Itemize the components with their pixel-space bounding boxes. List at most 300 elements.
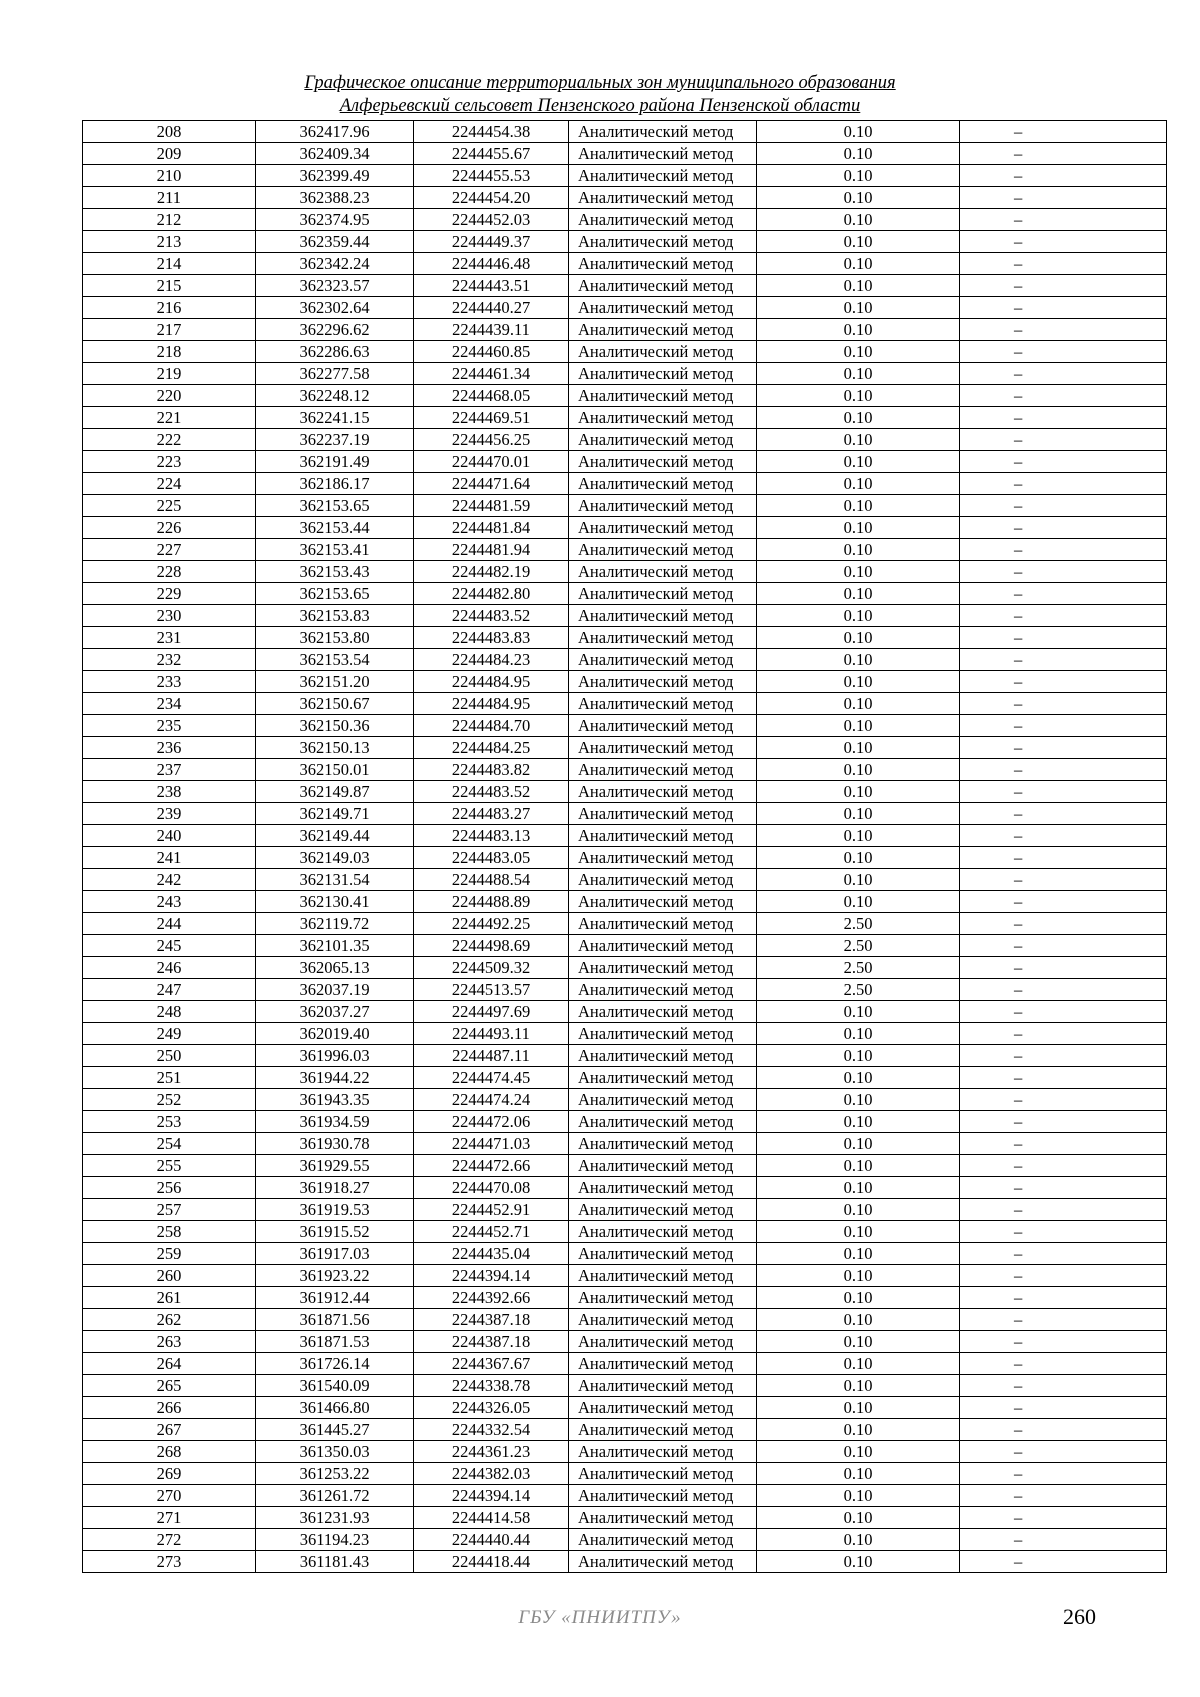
method-cell: Аналитический метод	[569, 759, 757, 781]
y-coordinate-cell: 2244382.03	[414, 1463, 569, 1485]
accuracy-cell: 0.10	[757, 473, 960, 495]
x-coordinate-cell: 361466.80	[256, 1397, 414, 1419]
accuracy-cell: 0.10	[757, 1265, 960, 1287]
point-number-cell: 228	[83, 561, 256, 583]
accuracy-cell: 0.10	[757, 1529, 960, 1551]
x-coordinate-cell: 362241.15	[256, 407, 414, 429]
y-coordinate-cell: 2244446.48	[414, 253, 569, 275]
accuracy-cell: 0.10	[757, 275, 960, 297]
accuracy-cell: 0.10	[757, 1221, 960, 1243]
description-cell: –	[960, 165, 1167, 187]
point-number-cell: 261	[83, 1287, 256, 1309]
table-row	[83, 1287, 1167, 1309]
point-number-cell: 219	[83, 363, 256, 385]
accuracy-cell: 2.50	[757, 957, 960, 979]
table-row	[83, 319, 1167, 341]
method-cell: Аналитический метод	[569, 143, 757, 165]
y-coordinate-cell: 2244513.57	[414, 979, 569, 1001]
description-cell: –	[960, 781, 1167, 803]
point-number-cell: 215	[83, 275, 256, 297]
table-row	[83, 1023, 1167, 1045]
point-number-cell: 243	[83, 891, 256, 913]
method-cell: Аналитический метод	[569, 1331, 757, 1353]
y-coordinate-cell: 2244482.19	[414, 561, 569, 583]
method-cell: Аналитический метод	[569, 429, 757, 451]
point-number-cell: 223	[83, 451, 256, 473]
table-row	[83, 121, 1167, 143]
y-coordinate-cell: 2244484.95	[414, 693, 569, 715]
point-number-cell: 240	[83, 825, 256, 847]
x-coordinate-cell: 362388.23	[256, 187, 414, 209]
accuracy-cell: 0.10	[757, 231, 960, 253]
description-cell: –	[960, 583, 1167, 605]
table-row	[83, 1309, 1167, 1331]
table-row	[83, 1221, 1167, 1243]
x-coordinate-cell: 361181.43	[256, 1551, 414, 1573]
description-cell: –	[960, 1133, 1167, 1155]
y-coordinate-cell: 2244471.03	[414, 1133, 569, 1155]
y-coordinate-cell: 2244387.18	[414, 1309, 569, 1331]
document-header	[0, 72, 1200, 118]
point-number-cell: 235	[83, 715, 256, 737]
accuracy-cell: 0.10	[757, 627, 960, 649]
point-number-cell: 234	[83, 693, 256, 715]
table-row	[83, 473, 1167, 495]
description-cell: –	[960, 1155, 1167, 1177]
description-cell: –	[960, 429, 1167, 451]
point-number-cell: 242	[83, 869, 256, 891]
method-cell: Аналитический метод	[569, 1177, 757, 1199]
method-cell: Аналитический метод	[569, 1419, 757, 1441]
point-number-cell: 264	[83, 1353, 256, 1375]
x-coordinate-cell: 361915.52	[256, 1221, 414, 1243]
x-coordinate-cell: 362150.13	[256, 737, 414, 759]
description-cell: –	[960, 275, 1167, 297]
table-row	[83, 649, 1167, 671]
accuracy-cell: 0.10	[757, 385, 960, 407]
point-number-cell: 252	[83, 1089, 256, 1111]
table-row	[83, 935, 1167, 957]
accuracy-cell: 0.10	[757, 1023, 960, 1045]
table-row	[83, 781, 1167, 803]
table-row	[83, 693, 1167, 715]
method-cell: Аналитический метод	[569, 1529, 757, 1551]
accuracy-cell: 0.10	[757, 143, 960, 165]
description-cell: –	[960, 143, 1167, 165]
x-coordinate-cell: 362149.03	[256, 847, 414, 869]
description-cell: –	[960, 1485, 1167, 1507]
description-cell: –	[960, 1045, 1167, 1067]
accuracy-cell: 0.10	[757, 649, 960, 671]
y-coordinate-cell: 2244484.95	[414, 671, 569, 693]
accuracy-cell: 0.10	[757, 1243, 960, 1265]
description-cell: –	[960, 1353, 1167, 1375]
y-coordinate-cell: 2244482.80	[414, 583, 569, 605]
description-cell: –	[960, 605, 1167, 627]
accuracy-cell: 0.10	[757, 1001, 960, 1023]
page-number: 260	[1063, 1604, 1096, 1629]
table-row	[83, 715, 1167, 737]
method-cell: Аналитический метод	[569, 803, 757, 825]
x-coordinate-cell: 361445.27	[256, 1419, 414, 1441]
description-cell: –	[960, 693, 1167, 715]
method-cell: Аналитический метод	[569, 319, 757, 341]
x-coordinate-cell: 362191.49	[256, 451, 414, 473]
point-number-cell: 210	[83, 165, 256, 187]
method-cell: Аналитический метод	[569, 1397, 757, 1419]
x-coordinate-cell: 362150.67	[256, 693, 414, 715]
description-cell: –	[960, 847, 1167, 869]
x-coordinate-cell: 361253.22	[256, 1463, 414, 1485]
description-cell: –	[960, 1265, 1167, 1287]
description-cell: –	[960, 297, 1167, 319]
y-coordinate-cell: 2244394.14	[414, 1265, 569, 1287]
description-cell: –	[960, 1177, 1167, 1199]
x-coordinate-cell: 362417.96	[256, 121, 414, 143]
x-coordinate-cell: 362409.34	[256, 143, 414, 165]
x-coordinate-cell: 362296.62	[256, 319, 414, 341]
method-cell: Аналитический метод	[569, 1221, 757, 1243]
method-cell: Аналитический метод	[569, 891, 757, 913]
accuracy-cell: 0.10	[757, 1507, 960, 1529]
description-cell: –	[960, 935, 1167, 957]
x-coordinate-cell: 362153.54	[256, 649, 414, 671]
y-coordinate-cell: 2244484.23	[414, 649, 569, 671]
x-coordinate-cell: 361261.72	[256, 1485, 414, 1507]
method-cell: Аналитический метод	[569, 407, 757, 429]
x-coordinate-cell: 361943.35	[256, 1089, 414, 1111]
y-coordinate-cell: 2244443.51	[414, 275, 569, 297]
table-row	[83, 957, 1167, 979]
method-cell: Аналитический метод	[569, 1265, 757, 1287]
table-row	[83, 1133, 1167, 1155]
table-row	[83, 561, 1167, 583]
accuracy-cell: 0.10	[757, 803, 960, 825]
accuracy-cell: 0.10	[757, 1397, 960, 1419]
y-coordinate-cell: 2244387.18	[414, 1331, 569, 1353]
point-number-cell: 258	[83, 1221, 256, 1243]
description-cell: –	[960, 1111, 1167, 1133]
table-row	[83, 1551, 1167, 1573]
x-coordinate-cell: 362037.27	[256, 1001, 414, 1023]
point-number-cell: 255	[83, 1155, 256, 1177]
method-cell: Аналитический метод	[569, 1045, 757, 1067]
method-cell: Аналитический метод	[569, 957, 757, 979]
x-coordinate-cell: 361540.09	[256, 1375, 414, 1397]
point-number-cell: 209	[83, 143, 256, 165]
x-coordinate-cell: 361871.56	[256, 1309, 414, 1331]
method-cell: Аналитический метод	[569, 385, 757, 407]
description-cell: –	[960, 1023, 1167, 1045]
description-cell: –	[960, 869, 1167, 891]
x-coordinate-cell: 361996.03	[256, 1045, 414, 1067]
accuracy-cell: 0.10	[757, 121, 960, 143]
point-number-cell: 254	[83, 1133, 256, 1155]
method-cell: Аналитический метод	[569, 605, 757, 627]
description-cell: –	[960, 1221, 1167, 1243]
point-number-cell: 214	[83, 253, 256, 275]
y-coordinate-cell: 2244487.11	[414, 1045, 569, 1067]
method-cell: Аналитический метод	[569, 1243, 757, 1265]
table-row	[83, 1485, 1167, 1507]
x-coordinate-cell: 361944.22	[256, 1067, 414, 1089]
accuracy-cell: 0.10	[757, 1067, 960, 1089]
method-cell: Аналитический метод	[569, 1067, 757, 1089]
point-number-cell: 217	[83, 319, 256, 341]
method-cell: Аналитический метод	[569, 1353, 757, 1375]
point-number-cell: 232	[83, 649, 256, 671]
coordinates-table	[82, 120, 1167, 1573]
x-coordinate-cell: 362323.57	[256, 275, 414, 297]
point-number-cell: 236	[83, 737, 256, 759]
table-row	[83, 517, 1167, 539]
point-number-cell: 230	[83, 605, 256, 627]
y-coordinate-cell: 2244509.32	[414, 957, 569, 979]
point-number-cell: 237	[83, 759, 256, 781]
accuracy-cell: 0.10	[757, 693, 960, 715]
x-coordinate-cell: 362153.80	[256, 627, 414, 649]
description-cell: –	[960, 1309, 1167, 1331]
description-cell: –	[960, 385, 1167, 407]
accuracy-cell: 0.10	[757, 297, 960, 319]
point-number-cell: 269	[83, 1463, 256, 1485]
point-number-cell: 273	[83, 1551, 256, 1573]
accuracy-cell: 0.10	[757, 1551, 960, 1573]
accuracy-cell: 0.10	[757, 1111, 960, 1133]
y-coordinate-cell: 2244498.69	[414, 935, 569, 957]
point-number-cell: 248	[83, 1001, 256, 1023]
description-cell: –	[960, 957, 1167, 979]
y-coordinate-cell: 2244483.83	[414, 627, 569, 649]
description-cell: –	[960, 715, 1167, 737]
method-cell: Аналитический метод	[569, 253, 757, 275]
method-cell: Аналитический метод	[569, 869, 757, 891]
description-cell: –	[960, 1375, 1167, 1397]
method-cell: Аналитический метод	[569, 935, 757, 957]
point-number-cell: 241	[83, 847, 256, 869]
description-cell: –	[960, 627, 1167, 649]
y-coordinate-cell: 2244470.08	[414, 1177, 569, 1199]
point-number-cell: 266	[83, 1397, 256, 1419]
accuracy-cell: 2.50	[757, 913, 960, 935]
x-coordinate-cell: 361912.44	[256, 1287, 414, 1309]
y-coordinate-cell: 2244452.03	[414, 209, 569, 231]
method-cell: Аналитический метод	[569, 1111, 757, 1133]
description-cell: –	[960, 1001, 1167, 1023]
description-cell: –	[960, 209, 1167, 231]
description-cell: –	[960, 253, 1167, 275]
table-row	[83, 297, 1167, 319]
accuracy-cell: 0.10	[757, 869, 960, 891]
accuracy-cell: 0.10	[757, 1177, 960, 1199]
method-cell: Аналитический метод	[569, 231, 757, 253]
x-coordinate-cell: 362374.95	[256, 209, 414, 231]
table-row	[83, 209, 1167, 231]
y-coordinate-cell: 2244492.25	[414, 913, 569, 935]
description-cell: –	[960, 891, 1167, 913]
method-cell: Аналитический метод	[569, 1287, 757, 1309]
y-coordinate-cell: 2244332.54	[414, 1419, 569, 1441]
table-row	[83, 737, 1167, 759]
method-cell: Аналитический метод	[569, 649, 757, 671]
y-coordinate-cell: 2244483.13	[414, 825, 569, 847]
table-row	[83, 913, 1167, 935]
point-number-cell: 262	[83, 1309, 256, 1331]
table-row	[83, 429, 1167, 451]
accuracy-cell: 0.10	[757, 187, 960, 209]
method-cell: Аналитический метод	[569, 1463, 757, 1485]
x-coordinate-cell: 361930.78	[256, 1133, 414, 1155]
x-coordinate-cell: 361917.03	[256, 1243, 414, 1265]
method-cell: Аналитический метод	[569, 165, 757, 187]
description-cell: –	[960, 1331, 1167, 1353]
accuracy-cell: 0.10	[757, 495, 960, 517]
description-cell: –	[960, 1089, 1167, 1111]
accuracy-cell: 2.50	[757, 979, 960, 1001]
description-cell: –	[960, 495, 1167, 517]
method-cell: Аналитический метод	[569, 1155, 757, 1177]
method-cell: Аналитический метод	[569, 341, 757, 363]
accuracy-cell: 0.10	[757, 407, 960, 429]
description-cell: –	[960, 1199, 1167, 1221]
accuracy-cell: 0.10	[757, 847, 960, 869]
table-row	[83, 825, 1167, 847]
point-number-cell: 253	[83, 1111, 256, 1133]
accuracy-cell: 0.10	[757, 1331, 960, 1353]
description-cell: –	[960, 1551, 1167, 1573]
method-cell: Аналитический метод	[569, 1089, 757, 1111]
x-coordinate-cell: 362153.41	[256, 539, 414, 561]
method-cell: Аналитический метод	[569, 187, 757, 209]
description-cell: –	[960, 1287, 1167, 1309]
description-cell: –	[960, 187, 1167, 209]
x-coordinate-cell: 362119.72	[256, 913, 414, 935]
accuracy-cell: 2.50	[757, 935, 960, 957]
accuracy-cell: 0.10	[757, 1353, 960, 1375]
description-cell: –	[960, 561, 1167, 583]
table-row	[83, 231, 1167, 253]
accuracy-cell: 0.10	[757, 429, 960, 451]
x-coordinate-cell: 362153.43	[256, 561, 414, 583]
description-cell: –	[960, 913, 1167, 935]
method-cell: Аналитический метод	[569, 451, 757, 473]
accuracy-cell: 0.10	[757, 1133, 960, 1155]
method-cell: Аналитический метод	[569, 495, 757, 517]
accuracy-cell: 0.10	[757, 759, 960, 781]
table-row	[83, 583, 1167, 605]
table-row	[83, 605, 1167, 627]
accuracy-cell: 0.10	[757, 165, 960, 187]
method-cell: Аналитический метод	[569, 517, 757, 539]
accuracy-cell: 0.10	[757, 517, 960, 539]
method-cell: Аналитический метод	[569, 1507, 757, 1529]
description-cell: –	[960, 231, 1167, 253]
method-cell: Аналитический метод	[569, 1375, 757, 1397]
y-coordinate-cell: 2244440.44	[414, 1529, 569, 1551]
accuracy-cell: 0.10	[757, 1045, 960, 1067]
method-cell: Аналитический метод	[569, 1441, 757, 1463]
accuracy-cell: 0.10	[757, 1375, 960, 1397]
accuracy-cell: 0.10	[757, 1287, 960, 1309]
x-coordinate-cell: 362359.44	[256, 231, 414, 253]
accuracy-cell: 0.10	[757, 1155, 960, 1177]
y-coordinate-cell: 2244452.91	[414, 1199, 569, 1221]
method-cell: Аналитический метод	[569, 121, 757, 143]
accuracy-cell: 0.10	[757, 1309, 960, 1331]
description-cell: –	[960, 1463, 1167, 1485]
table-row	[83, 1177, 1167, 1199]
point-number-cell: 222	[83, 429, 256, 451]
x-coordinate-cell: 362150.01	[256, 759, 414, 781]
y-coordinate-cell: 2244468.05	[414, 385, 569, 407]
point-number-cell: 260	[83, 1265, 256, 1287]
y-coordinate-cell: 2244488.89	[414, 891, 569, 913]
description-cell: –	[960, 473, 1167, 495]
x-coordinate-cell: 362153.44	[256, 517, 414, 539]
table-row	[83, 759, 1167, 781]
table-row	[83, 1089, 1167, 1111]
description-cell: –	[960, 1067, 1167, 1089]
description-cell: –	[960, 825, 1167, 847]
point-number-cell: 225	[83, 495, 256, 517]
header-line-1: Графическое описание территориальных зон муниципального образования	[304, 73, 896, 93]
x-coordinate-cell: 361194.23	[256, 1529, 414, 1551]
y-coordinate-cell: 2244493.11	[414, 1023, 569, 1045]
method-cell: Аналитический метод	[569, 539, 757, 561]
point-number-cell: 250	[83, 1045, 256, 1067]
table-row	[83, 891, 1167, 913]
accuracy-cell: 0.10	[757, 1463, 960, 1485]
x-coordinate-cell: 361871.53	[256, 1331, 414, 1353]
accuracy-cell: 0.10	[757, 209, 960, 231]
description-cell: –	[960, 1419, 1167, 1441]
table-row	[83, 1155, 1167, 1177]
description-cell: –	[960, 341, 1167, 363]
table-row	[83, 539, 1167, 561]
table-row	[83, 1353, 1167, 1375]
table-row	[83, 1441, 1167, 1463]
table-row	[83, 341, 1167, 363]
y-coordinate-cell: 2244472.06	[414, 1111, 569, 1133]
description-cell: –	[960, 319, 1167, 341]
table-row	[83, 1529, 1167, 1551]
accuracy-cell: 0.10	[757, 1441, 960, 1463]
y-coordinate-cell: 2244394.14	[414, 1485, 569, 1507]
table-row	[83, 1375, 1167, 1397]
point-number-cell: 247	[83, 979, 256, 1001]
point-number-cell: 263	[83, 1331, 256, 1353]
table-row	[83, 1419, 1167, 1441]
y-coordinate-cell: 2244367.67	[414, 1353, 569, 1375]
y-coordinate-cell: 2244474.24	[414, 1089, 569, 1111]
y-coordinate-cell: 2244455.53	[414, 165, 569, 187]
accuracy-cell: 0.10	[757, 319, 960, 341]
method-cell: Аналитический метод	[569, 671, 757, 693]
table-row	[83, 803, 1167, 825]
point-number-cell: 268	[83, 1441, 256, 1463]
y-coordinate-cell: 2244454.20	[414, 187, 569, 209]
x-coordinate-cell: 362237.19	[256, 429, 414, 451]
header-line-2: Алферьевский сельсовет Пензенского района Пензенской области	[339, 96, 861, 116]
method-cell: Аналитический метод	[569, 781, 757, 803]
x-coordinate-cell: 362151.20	[256, 671, 414, 693]
y-coordinate-cell: 2244497.69	[414, 1001, 569, 1023]
table-row	[83, 869, 1167, 891]
accuracy-cell: 0.10	[757, 1419, 960, 1441]
point-number-cell: 208	[83, 121, 256, 143]
table-row	[83, 275, 1167, 297]
point-number-cell: 211	[83, 187, 256, 209]
